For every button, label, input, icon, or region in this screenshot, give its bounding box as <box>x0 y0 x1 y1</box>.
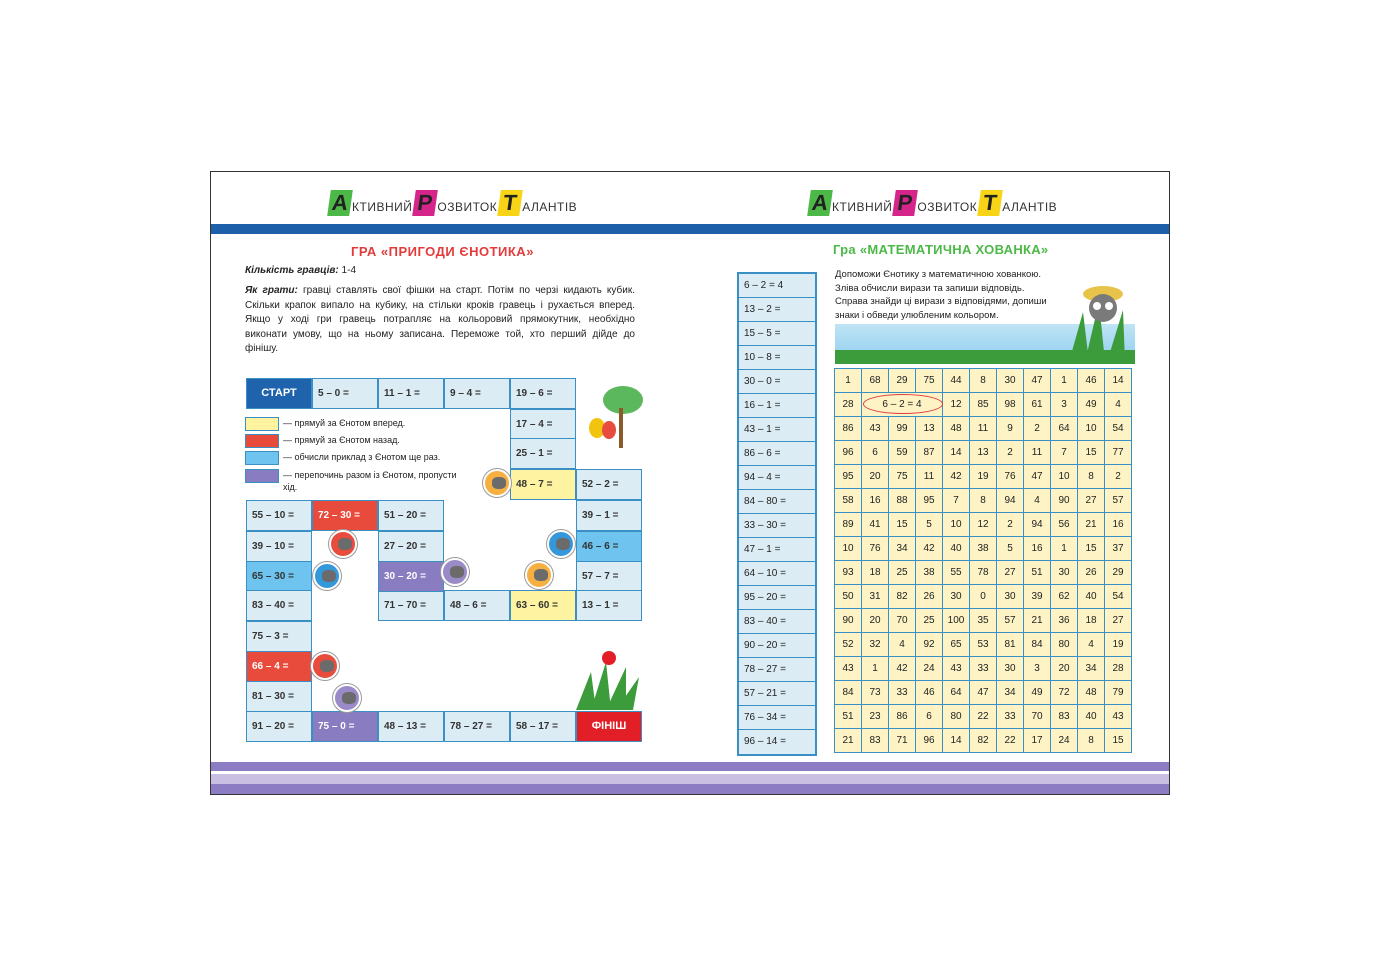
legend-item-blue: — обчисли приклад з Єнотом ще раз. <box>245 451 463 465</box>
grid-cell: 93 <box>835 561 862 585</box>
grid-cell: 99 <box>889 417 916 441</box>
grid-cell: 76 <box>997 465 1024 489</box>
grid-cell: 89 <box>835 513 862 537</box>
expression-item: 57 – 21 = <box>739 682 815 706</box>
grid-cell: 51 <box>1024 561 1051 585</box>
grid-cell: 13 <box>916 417 943 441</box>
board-cell-purple: 75 – 0 = <box>312 711 378 742</box>
grid-cell: 40 <box>943 537 970 561</box>
book-spread <box>210 171 1170 795</box>
board-cell: 9 – 4 = <box>444 378 510 409</box>
legend-item-yellow: — прямуй за Єнотом вперед. <box>245 417 463 431</box>
grid-cell: 24 <box>1051 729 1078 753</box>
board-start: СТАРТ <box>246 378 312 409</box>
grid-cell: 55 <box>943 561 970 585</box>
grid-cell: 4 <box>889 633 916 657</box>
game-title-right: Гра «МАТЕМАТИЧНА ХОВАНКА» <box>833 242 1049 257</box>
grid-cell: 4 <box>1024 489 1051 513</box>
grid-cell: 2 <box>1024 417 1051 441</box>
grid-cell: 33 <box>970 657 997 681</box>
grid-cell: 43 <box>862 417 889 441</box>
grid-cell: 81 <box>997 633 1024 657</box>
board-cell: 52 – 2 = <box>576 469 642 500</box>
board-cell-blue: 65 – 30 = <box>246 561 312 592</box>
grid-cell: 18 <box>1078 609 1105 633</box>
footer-band-bottom <box>211 784 1169 794</box>
grid-cell-expression: 6 – 2 = 4 <box>862 393 943 417</box>
grid-row <box>835 369 1132 393</box>
grid-cell: 95 <box>835 465 862 489</box>
expression-item: 78 – 27 = <box>739 658 815 682</box>
grid-row <box>835 465 1132 489</box>
expression-item: 96 – 14 = <box>739 730 815 754</box>
expression-item: 83 – 40 = <box>739 610 815 634</box>
grid-cell: 10 <box>835 537 862 561</box>
grid-cell: 1 <box>1051 537 1078 561</box>
grid-cell: 29 <box>889 369 916 393</box>
grid-cell: 32 <box>862 633 889 657</box>
grid-cell: 86 <box>835 417 862 441</box>
grid-cell: 40 <box>1078 705 1105 729</box>
grid-cell: 1 <box>835 369 862 393</box>
grid-cell: 10 <box>1051 465 1078 489</box>
grid-row <box>835 705 1132 729</box>
grid-cell: 46 <box>916 681 943 705</box>
grid-cell: 23 <box>862 705 889 729</box>
legend-swatch <box>245 469 279 483</box>
grid-row <box>835 489 1132 513</box>
footer-band <box>211 762 1169 771</box>
grid-cell: 37 <box>1105 537 1132 561</box>
grid-cell: 22 <box>970 705 997 729</box>
expression-item: 64 – 10 = <box>739 562 815 586</box>
grid-cell: 9 <box>997 417 1024 441</box>
grid-cell: 52 <box>835 633 862 657</box>
game-rules: Як грати: гравці ставлять свої фішки на старт. Потім по черзі кидають кубик. Скільки крапок випало на кубику, на стільки кроків гравець і рухається вперед. Якщо у ході гри гравець потрапляє на кольоровий прямокутник, необхідно виконати умову, що на ньому записана. Переможе той, хто перший дійде до фінішу. <box>245 285 635 354</box>
grid-cell: 73 <box>862 681 889 705</box>
raccoon-icon <box>313 562 341 590</box>
grid-cell: 30 <box>997 369 1024 393</box>
birds-tree-icon <box>583 382 643 452</box>
grid-cell: 57 <box>1105 489 1132 513</box>
grid-cell: 1 <box>1051 369 1078 393</box>
grid-cell: 28 <box>835 393 862 417</box>
board-cell: 11 – 1 = <box>378 378 444 409</box>
grid-cell: 29 <box>1105 561 1132 585</box>
grid-cell: 75 <box>916 369 943 393</box>
grid-cell: 79 <box>1105 681 1132 705</box>
grid-cell: 88 <box>889 489 916 513</box>
grid-cell: 96 <box>916 729 943 753</box>
grid-cell: 6 <box>916 705 943 729</box>
board-cell: 48 – 13 = <box>378 711 444 742</box>
grid-cell: 4 <box>1078 633 1105 657</box>
grid-cell: 82 <box>889 585 916 609</box>
grid-cell: 84 <box>835 681 862 705</box>
grid-cell: 43 <box>943 657 970 681</box>
grid-cell: 46 <box>1078 369 1105 393</box>
board-cell: 78 – 27 = <box>444 711 510 742</box>
grid-cell: 49 <box>1024 681 1051 705</box>
board-cell-red: 72 – 30 = <box>312 500 378 531</box>
grid-cell: 76 <box>862 537 889 561</box>
expression-item: 10 – 8 = <box>739 346 815 370</box>
grid-cell: 33 <box>997 705 1024 729</box>
grid-cell: 38 <box>916 561 943 585</box>
grid-cell: 65 <box>943 633 970 657</box>
grid-cell: 16 <box>1024 537 1051 561</box>
grid-cell: 27 <box>1105 609 1132 633</box>
grid-cell: 15 <box>1078 441 1105 465</box>
expression-item: 16 – 1 = <box>739 394 815 418</box>
raccoon-icon <box>483 469 511 497</box>
grid-cell: 54 <box>1105 417 1132 441</box>
grid-cell: 39 <box>1024 585 1051 609</box>
grid-cell: 16 <box>862 489 889 513</box>
grid-cell: 90 <box>835 609 862 633</box>
grid-cell: 58 <box>835 489 862 513</box>
answer-highlight <box>863 394 943 414</box>
grid-row <box>835 585 1132 609</box>
expression-item: 13 – 2 = <box>739 298 815 322</box>
expression-item: 43 – 1 = <box>739 418 815 442</box>
grid-cell: 34 <box>1078 657 1105 681</box>
grid-cell: 82 <box>970 729 997 753</box>
grid-cell: 2 <box>997 441 1024 465</box>
grid-cell: 31 <box>862 585 889 609</box>
grid-cell: 7 <box>1051 441 1078 465</box>
grid-cell: 21 <box>835 729 862 753</box>
board-cell: 48 – 6 = <box>444 590 510 621</box>
grid-cell: 50 <box>835 585 862 609</box>
grid-cell: 47 <box>1024 369 1051 393</box>
grid-cell: 78 <box>970 561 997 585</box>
grid-cell: 8 <box>970 369 997 393</box>
grid-cell: 30 <box>1051 561 1078 585</box>
grid-cell: 12 <box>943 393 970 417</box>
grid-cell: 8 <box>1078 465 1105 489</box>
grid-cell: 1 <box>862 657 889 681</box>
grid-cell: 20 <box>862 609 889 633</box>
grid-cell: 83 <box>862 729 889 753</box>
expression-item: 84 – 80 = <box>739 490 815 514</box>
grid-cell: 11 <box>970 417 997 441</box>
grid-cell: 2 <box>1105 465 1132 489</box>
board-cell: 71 – 70 = <box>378 590 444 621</box>
grid-cell: 30 <box>997 657 1024 681</box>
grid-cell: 44 <box>943 369 970 393</box>
grid-cell: 68 <box>862 369 889 393</box>
grid-cell: 17 <box>1024 729 1051 753</box>
grid-cell: 42 <box>889 657 916 681</box>
grid-cell: 100 <box>943 609 970 633</box>
grid-row <box>835 537 1132 561</box>
grid-cell: 38 <box>970 537 997 561</box>
raccoon-icon <box>441 558 469 586</box>
expression-item: 6 – 2 = 4 <box>739 274 815 298</box>
grid-cell: 42 <box>916 537 943 561</box>
board-cell-yellow: 48 – 7 = <box>510 469 576 500</box>
grid-cell: 30 <box>997 585 1024 609</box>
grid-cell: 47 <box>1024 465 1051 489</box>
grid-cell: 40 <box>1078 585 1105 609</box>
grid-cell: 28 <box>1105 657 1132 681</box>
grid-cell: 98 <box>997 393 1024 417</box>
board-cell: 25 – 1 = <box>510 438 576 469</box>
board-cell: 58 – 17 = <box>510 711 576 742</box>
grid-cell: 27 <box>997 561 1024 585</box>
expression-item: 15 – 5 = <box>739 322 815 346</box>
grid-cell: 4 <box>1105 393 1132 417</box>
grid-cell: 7 <box>943 489 970 513</box>
grid-cell: 21 <box>1078 513 1105 537</box>
grid-cell: 64 <box>943 681 970 705</box>
grid-cell: 25 <box>889 561 916 585</box>
grid-row <box>835 513 1132 537</box>
legend-swatch <box>245 434 279 448</box>
grid-cell: 20 <box>862 465 889 489</box>
expression-item: 90 – 20 = <box>739 634 815 658</box>
grid-cell: 59 <box>889 441 916 465</box>
grid-cell: 21 <box>1024 609 1051 633</box>
grid-cell: 83 <box>1051 705 1078 729</box>
raccoon-hat-icon <box>1063 272 1135 362</box>
expression-item: 30 – 0 = <box>739 370 815 394</box>
legend-swatch <box>245 417 279 431</box>
grid-cell: 54 <box>1105 585 1132 609</box>
grid-cell: 2 <box>997 513 1024 537</box>
grid-cell: 62 <box>1051 585 1078 609</box>
grid-cell: 94 <box>997 489 1024 513</box>
grid-cell: 43 <box>835 657 862 681</box>
board-cell: 39 – 1 = <box>576 500 642 531</box>
grid-cell: 16 <box>1105 513 1132 537</box>
raccoon-icon <box>311 652 339 680</box>
grid-cell: 43 <box>1105 705 1132 729</box>
grid-cell: 14 <box>1105 369 1132 393</box>
logo-left: А КТИВНИЙ Р ОЗВИТОК Т АЛАНТІВ <box>329 188 579 216</box>
board-cell-blue: 46 – 6 = <box>576 531 642 562</box>
grid-cell: 18 <box>862 561 889 585</box>
grid-cell: 15 <box>1105 729 1132 753</box>
grid-cell: 64 <box>1051 417 1078 441</box>
game-title-left: ГРА «ПРИГОДИ ЄНОТИКА» <box>351 244 534 259</box>
board-cell: 19 – 6 = <box>510 378 576 409</box>
grid-cell: 34 <box>889 537 916 561</box>
logo-right: А КТИВНИЙ Р ОЗВИТОК Т АЛАНТІВ <box>809 188 1059 216</box>
grid-row <box>835 657 1132 681</box>
grid-cell: 87 <box>916 441 943 465</box>
raccoon-icon <box>333 684 361 712</box>
grid-cell: 12 <box>970 513 997 537</box>
grid-cell: 70 <box>889 609 916 633</box>
grid-cell: 6 <box>862 441 889 465</box>
board-cell: 5 – 0 = <box>312 378 378 409</box>
grid-cell: 25 <box>916 609 943 633</box>
grid-row <box>835 417 1132 441</box>
legend-item-purple: — перепочинь разом із Єнотом, пропусти хід. <box>245 469 463 493</box>
grid-cell: 47 <box>970 681 997 705</box>
grid-cell: 8 <box>1078 729 1105 753</box>
expression-item: 47 – 1 = <box>739 538 815 562</box>
raccoon-icon <box>547 530 575 558</box>
grid-cell: 19 <box>970 465 997 489</box>
grid-row <box>835 561 1132 585</box>
board-cell: 51 – 20 = <box>378 500 444 531</box>
grid-cell: 27 <box>1078 489 1105 513</box>
grid-cell: 3 <box>1024 657 1051 681</box>
grid-cell: 90 <box>1051 489 1078 513</box>
board-cell: 57 – 7 = <box>576 561 642 592</box>
grid-row <box>835 633 1132 657</box>
grid-cell: 14 <box>943 729 970 753</box>
board-cell: 91 – 20 = <box>246 711 312 742</box>
grid-cell: 80 <box>1051 633 1078 657</box>
expression-item: 76 – 34 = <box>739 706 815 730</box>
board-cell-red: 66 – 4 = <box>246 651 312 682</box>
grid-cell: 77 <box>1105 441 1132 465</box>
grid-cell: 35 <box>970 609 997 633</box>
grid-row <box>835 441 1132 465</box>
grid-cell: 48 <box>943 417 970 441</box>
board-cell: 13 – 1 = <box>576 590 642 621</box>
board-cell: 81 – 30 = <box>246 681 312 712</box>
grid-cell: 57 <box>997 609 1024 633</box>
footer-band-light <box>211 774 1169 784</box>
grid-cell: 10 <box>943 513 970 537</box>
grid-cell: 3 <box>1051 393 1078 417</box>
expression-item: 94 – 4 = <box>739 466 815 490</box>
grid-cell: 42 <box>943 465 970 489</box>
grid-row <box>835 729 1132 753</box>
flower-icon <box>571 642 641 712</box>
grid-cell: 72 <box>1051 681 1078 705</box>
grid-cell: 94 <box>1024 513 1051 537</box>
game-instructions: Допоможи Єнотику з математичною хованкою. Зліва обчисли вирази та запиши відповідь. Справа знайди ці вирази з відповідями, допиши знаки і обведи улюбленим кольором. <box>835 269 1047 321</box>
grid-cell: 20 <box>1051 657 1078 681</box>
grid-cell: 26 <box>1078 561 1105 585</box>
expression-item: 86 – 6 = <box>739 442 815 466</box>
raccoon-icon <box>525 561 553 589</box>
expressions-column <box>737 272 817 756</box>
grid-cell: 11 <box>1024 441 1051 465</box>
grid-cell: 48 <box>1078 681 1105 705</box>
grid-row <box>835 681 1132 705</box>
grid-cell: 13 <box>970 441 997 465</box>
grid-cell: 8 <box>970 489 997 513</box>
grid-cell: 19 <box>1105 633 1132 657</box>
grid-cell: 36 <box>1051 609 1078 633</box>
grid-cell: 56 <box>1051 513 1078 537</box>
grid-cell: 92 <box>916 633 943 657</box>
board-cell-yellow: 63 – 60 = <box>510 590 576 621</box>
grid-cell: 33 <box>889 681 916 705</box>
grid-cell: 70 <box>1024 705 1051 729</box>
grid-cell: 51 <box>835 705 862 729</box>
grid-cell: 0 <box>970 585 997 609</box>
legend-item-red: — прямуй за Єнотом назад. <box>245 434 463 448</box>
header-band <box>211 224 1169 234</box>
grid-cell: 30 <box>943 585 970 609</box>
grid-cell: 86 <box>889 705 916 729</box>
grid-cell: 15 <box>1078 537 1105 561</box>
grid-row <box>835 609 1132 633</box>
board-cell: 39 – 10 = <box>246 531 312 562</box>
expression-item: 33 – 30 = <box>739 514 815 538</box>
grid-cell: 11 <box>916 465 943 489</box>
board-cell: 27 – 20 = <box>378 531 444 562</box>
grid-cell: 15 <box>889 513 916 537</box>
grid-cell: 14 <box>943 441 970 465</box>
grid-cell: 85 <box>970 393 997 417</box>
grid-cell: 49 <box>1078 393 1105 417</box>
board-cell: 75 – 3 = <box>246 621 312 652</box>
board-cell: 55 – 10 = <box>246 500 312 531</box>
raccoon-icon <box>329 530 357 558</box>
grid-cell: 5 <box>916 513 943 537</box>
grid-cell: 61 <box>1024 393 1051 417</box>
grid-cell: 34 <box>997 681 1024 705</box>
board-cell-purple: 30 – 20 = <box>378 561 444 592</box>
number-grid <box>834 368 1132 753</box>
grid-cell: 95 <box>916 489 943 513</box>
grid-cell: 53 <box>970 633 997 657</box>
grid-cell: 10 <box>1078 417 1105 441</box>
grid-cell: 80 <box>943 705 970 729</box>
grid-cell: 84 <box>1024 633 1051 657</box>
grid-cell: 96 <box>835 441 862 465</box>
grid-cell: 26 <box>916 585 943 609</box>
grid-cell: 24 <box>916 657 943 681</box>
grid-cell: 75 <box>889 465 916 489</box>
expression-item: 95 – 20 = <box>739 586 815 610</box>
grid-cell: 71 <box>889 729 916 753</box>
board-cell: 17 – 4 = <box>510 409 576 440</box>
grid-cell: 22 <box>997 729 1024 753</box>
grid-cell: 41 <box>862 513 889 537</box>
legend-swatch <box>245 451 279 465</box>
players-count: Кількість гравців: 1-4 <box>245 265 356 276</box>
board-cell: 83 – 40 = <box>246 590 312 621</box>
grid-cell: 5 <box>997 537 1024 561</box>
board-finish: ФІНІШ <box>576 711 642 742</box>
